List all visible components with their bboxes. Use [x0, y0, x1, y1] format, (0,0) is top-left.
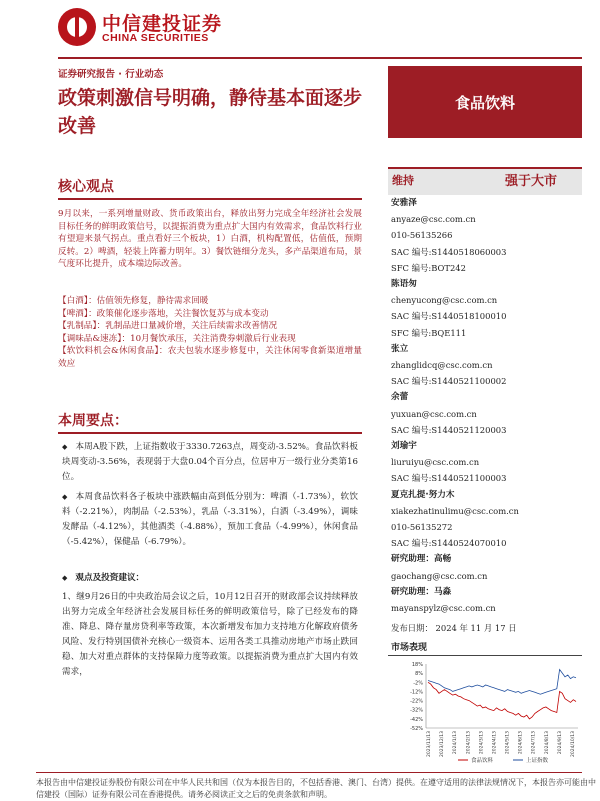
analyst-email: gaochang@csc.com.cn	[391, 570, 488, 581]
report-type: 证券研究报告 · 行业动态	[58, 69, 164, 80]
analyst-sac: SAC 编号:S1440524070010	[391, 538, 507, 549]
core-item-dairy: 【乳制品】：乳制品进口量减价增，关注后续需求改善情况	[58, 321, 278, 331]
chart-divider	[388, 655, 582, 656]
analyst-sac: SAC 编号:S1440521100002	[391, 376, 507, 387]
analyst-email: yuxuan@csc.com.cn	[391, 408, 477, 419]
weekly-divider	[58, 432, 362, 434]
footer-divider	[36, 772, 582, 773]
y-tick-label: -22%	[410, 698, 423, 705]
series-line-1	[428, 670, 576, 695]
x-tick-label: 2024/1/13	[453, 731, 459, 755]
analyst-sfc: SFC 编号:BQE111	[391, 327, 467, 338]
x-tick-label: 2024/10/13	[571, 731, 576, 757]
analyst-phone: 010-56135266	[391, 230, 453, 241]
x-tick-label: 2024/8/13	[544, 731, 550, 755]
disclaimer-footer: 本报告由中信建投证券股份有限公司在中华人民共和国（仅为本报告目的，不包括香港、澳门、台湾）提供。在遵守适用的法律法规情况下，本报告亦可能由中信建投（国际）证券有限公司在香港提供。请务必阅读正文之后的免责条款和声明。	[36, 778, 596, 799]
core-item-beer: 【啤酒】：政策催化逐步落地，关注餐饮复苏与成本变动	[58, 308, 269, 319]
rating-value: 强于大市	[505, 174, 558, 189]
x-tick-label: 2023/11/13	[427, 731, 432, 757]
weekly-heading: 本周要点：	[58, 413, 128, 429]
analyst-name: 研究助理：马淼	[391, 586, 452, 597]
chart-title: 市场表现	[391, 643, 428, 653]
core-view-divider	[58, 198, 362, 200]
logo-icon	[58, 8, 96, 46]
company-logo	[58, 8, 223, 48]
publish-date: 发布日期： 2024 年 11 月 17 日	[391, 623, 517, 634]
analyst-email: zhanglidcq@csc.com.cn	[391, 360, 493, 371]
analyst-sac: SAC 编号:S1440518060003	[391, 246, 507, 257]
market-performance-chart	[388, 658, 582, 768]
analyst-phone: 010-56135272	[391, 522, 453, 533]
rating-label: 维持	[392, 174, 414, 187]
investment-advice-heading	[62, 570, 358, 586]
y-tick-label: -12%	[410, 689, 423, 696]
analyst-sac: SAC 编号:S1440518100010	[391, 311, 507, 322]
core-view-intro: 9月以来，一系列增量财政、货币政策出台，释放出努力完成全年经济社会发展目标任务的鲜明政策信号，以提振消费为重点扩大国内有效需求，食品饮料行业有望迎来景气拐点。重点看好三个板块，1）白酒，机构配置低，估值低，预期反转。2）啤酒，轻装上阵蓄力明年。3）餐饮链细分龙头，多产品渠道布局，景气度环比提升，成本端边际改善。	[58, 209, 362, 269]
analyst-email: mayanspylz@csc.com.cn	[391, 603, 496, 614]
y-tick-label: -32%	[410, 707, 423, 714]
analyst-email: liuruiyu@csc.com.cn	[391, 457, 480, 468]
legend-label: 食品饮料	[471, 758, 494, 764]
y-tick-label: 18%	[411, 662, 423, 668]
y-tick-label: -52%	[410, 726, 423, 732]
analyst-name: 张立	[391, 343, 409, 354]
x-tick-label: 2024/7/13	[531, 731, 537, 755]
analyst-sac: SAC 编号:S1440521120003	[391, 424, 507, 435]
weekly-subsector-text: 本周食品饮料各子板块中涨跌幅由高到低分别为：啤酒（-1.73%），软饮料（-2.21%），肉制品（-2.53%），乳品（-3.31%），白酒（-3.49%），调味发酵品（-4.12%），其他酒类（-4.88%），预加工食品（-4.99%），休闲食品（-5.42%），保健品（-6.79%）。	[62, 492, 358, 547]
analyst-card	[391, 195, 581, 636]
x-tick-label: 2024/3/13	[479, 731, 485, 755]
core-item-soft-drink: 【软饮料机会&休闲食品】：农夫包装水逐步修复中，关注休闲零食新渠道增量效应	[58, 346, 362, 369]
x-tick-label: 2024/6/13	[518, 731, 524, 755]
weekly-subsector-summary	[62, 490, 358, 550]
series-line-0	[428, 682, 576, 719]
analyst-name: 安雅泽	[391, 198, 417, 208]
core-view-heading: 核心观点	[58, 179, 114, 195]
x-tick-label: 2023/12/13	[440, 731, 446, 757]
header-divider	[58, 57, 582, 59]
weekly-market-text: 本周A股下跌，上证指数收于3330.7263点，周变动-3.52%。食品饮料板块周变动-3.56%，表现弱于大盘0.04个百分点，位居申万一级行业分类第16位。	[62, 442, 358, 482]
investment-advice-heading-text: 观点及投资建议：	[75, 573, 145, 583]
analyst-name: 刘瑜宇	[391, 441, 417, 452]
analyst-email: anyaze@csc.com.cn	[391, 214, 476, 225]
x-tick-label: 2024/4/13	[492, 731, 498, 755]
analyst-email: xiakezhatinulimu@csc.com.cn	[391, 505, 519, 516]
sector-badge: 食品饮料	[388, 66, 582, 138]
legend-label: 上证指数	[526, 758, 549, 764]
analyst-email: chenyucong@csc.com.cn	[391, 295, 498, 306]
y-tick-label: -42%	[410, 716, 423, 723]
core-item-baijiu: 【白酒】：估值领先修复，静待需求回暖	[58, 296, 209, 306]
logo-text-cn: 中信建投证券	[102, 13, 223, 35]
analyst-name: 研究助理：高畅	[391, 554, 452, 565]
analyst-sac: SAC 编号:S1440521100003	[391, 473, 507, 484]
analyst-name: 余蕾	[391, 392, 409, 403]
analyst-sfc: SFC 编号:BOT242	[391, 262, 466, 273]
core-item-seasoning: 【调味品&速冻】：10月餐饮承压，关注消费券刺激后行业表现	[58, 333, 296, 344]
investment-advice-body: 1、继9月26日的中央政治局会议之后，10月12日召开的财政部会议持续释放出努力完成全年经济社会发展目标任务的鲜明政策信号，除了已经发布的降准、降息、降存量房贷利率等政策，本次新增发布加力支持地方化解政府债务风险、发行特别国债补充核心一级资本、运用各类工具推动房地产市场止跌回稳、加大对重点群体的支持保障力度等政策。以提振消费为重点扩大国内有效需求，	[62, 592, 358, 677]
analyst-name: 陈语匆	[391, 279, 417, 290]
analyst-name: 夏克扎提·努力木	[391, 489, 455, 500]
y-tick-label: -2%	[413, 680, 423, 687]
logo-text-en: CHINA SECURITIES	[102, 32, 209, 44]
x-tick-label: 2024/2/13	[466, 731, 472, 755]
x-tick-label: 2024/5/13	[505, 731, 511, 755]
report-title: 政策刺激信号明确，静待基本面逐步改善	[58, 87, 363, 137]
x-tick-label: 2024/9/13	[557, 731, 563, 755]
weekly-market-summary	[62, 440, 358, 485]
y-tick-label: 8%	[415, 671, 423, 678]
core-view-list	[58, 295, 362, 370]
